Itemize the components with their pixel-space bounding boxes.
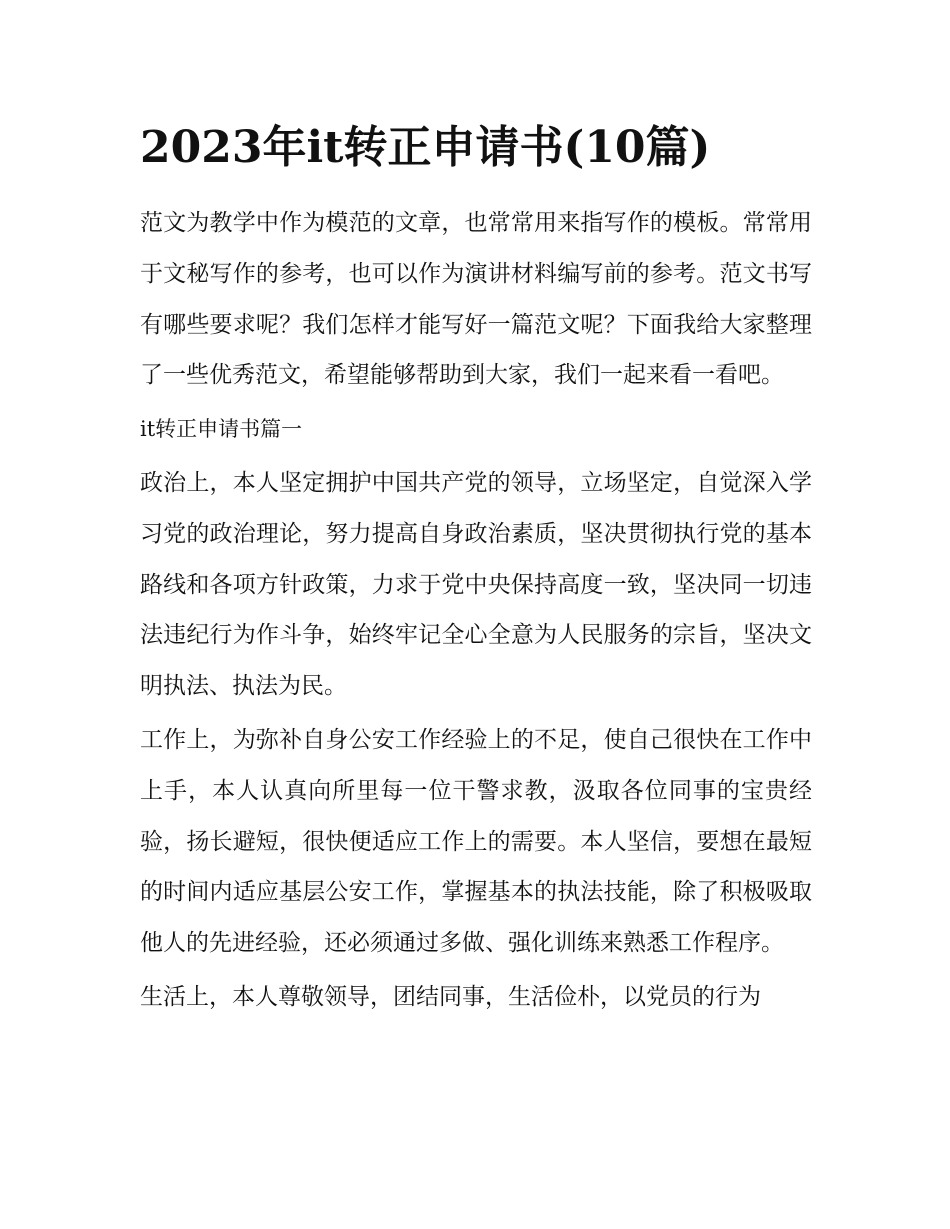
intro-paragraph: 范文为教学中作为模范的文章，也常常用来指写作的模板。常常用于文秘写作的参考，也可以作为演讲材料编写前的参考。范文书写有哪些要求呢？我们怎样才能写好一篇范文呢？下面我给大家整理了一些优秀范文，希望能够帮助到大家，我们一起来看一看吧。: [140, 210, 812, 389]
document-body: [140, 198, 812, 1026]
document-title: 2023年it转正申请书(10篇): [140, 122, 711, 173]
section-heading: it转正申请书篇一: [140, 417, 303, 442]
paragraph-work: 工作上，为弥补自身公安工作经验上的不足，使自己很快在工作中上手，本人认真向所里每一位干警求教，汲取各位同事的宝贵经验，扬长避短，很快便适应工作上的需要。本人坚信，要想在最短的时间内适应基层公安工作，掌握基本的执法技能，除了积极吸取他人的先进经验，还必须通过多做、强化训练来熟悉工作程序。: [140, 726, 812, 957]
paragraph-political: 政治上，本人坚定拥护中国共产党的领导，立场坚定，自觉深入学习党的政治理论，努力提高自身政治素质，坚决贯彻执行党的基本路线和各项方针政策，力求于党中央保持高度一致，坚决同一切违法违纪行为作斗争，始终牢记全心全意为人民服务的宗旨，坚决文明执法、执法为民。: [140, 469, 812, 700]
paragraph-life: 生活上，本人尊敬领导，团结同事，生活俭朴，以党员的行为: [140, 983, 761, 1010]
